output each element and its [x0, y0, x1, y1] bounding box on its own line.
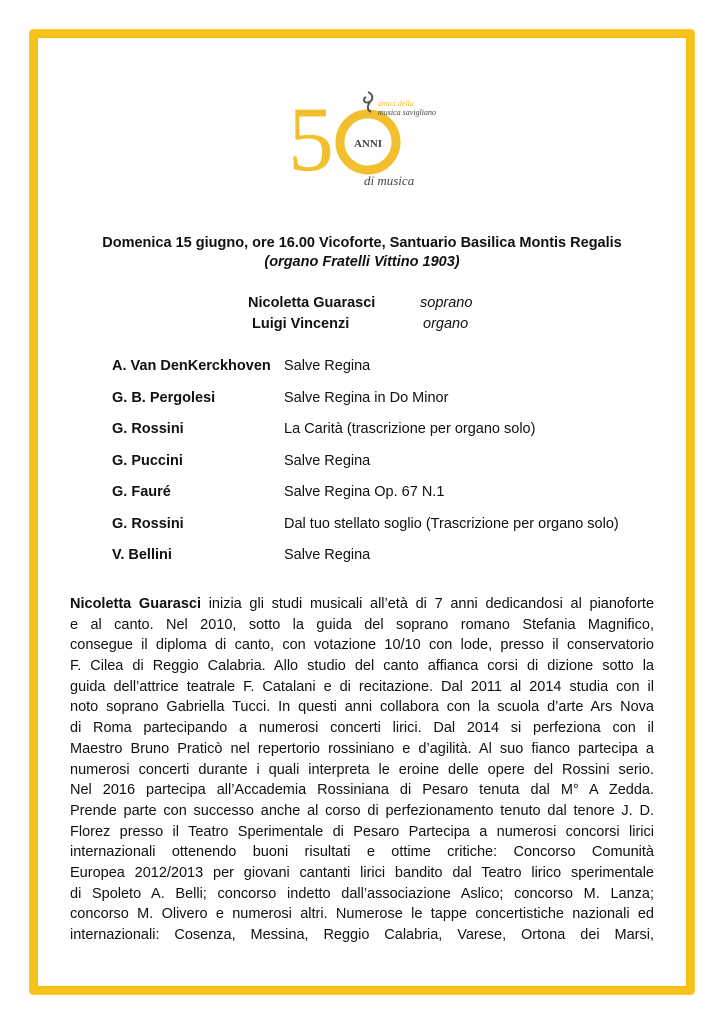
event-date-location: Domenica 15 giugno, ore 16.00 Vicoforte, Santuario Basilica Montis Regalis [102, 235, 622, 251]
performer-name: Nicoletta Guarasci [248, 295, 376, 311]
bio-line: Europea 2012/2013 per giovani cantanti lirici bandito dal Teatro lirico sperimentale [70, 864, 654, 881]
performer-role: soprano [420, 295, 473, 311]
composer: V. Bellini [112, 547, 172, 563]
composer: G. Puccini [112, 452, 183, 469]
piece-title: Salve Regina in Do Minor [284, 389, 449, 406]
bio-line: F. Cilea di Reggio Calabria. Allo studio del canto affianca corsi di dizione sotto la [70, 658, 654, 675]
clef-icon [364, 92, 372, 112]
anniversary-logo [288, 86, 438, 192]
bio-line: consegue il diploma di canto, con votazione 10/10 con lode, presso il conservatorio [70, 637, 654, 654]
program-item [112, 419, 672, 451]
bio-line: di Roma partecipando a numerosi concerti lirici. Dal 2014 si perfeziona con il [70, 720, 654, 737]
piece-title: Salve Regina [284, 452, 371, 469]
logo-anni: ANNI [353, 138, 383, 150]
program-item [112, 388, 672, 420]
bio-line: internazionali: Cosenza, Messina, Reggio Calabria, Varese, Ortona dei Marsi, [70, 927, 654, 943]
bio-line: noto soprano Gabriella Tucci. In questi anni collabora con la scuola d’arte Ars Nova [70, 699, 654, 716]
performer-role: organo [423, 316, 469, 332]
program-list [112, 356, 672, 577]
logo-org-line1: amici della [378, 99, 414, 108]
piece-title: Salve Regina Op. 67 N.1 [284, 484, 445, 500]
composer: G. Fauré [112, 484, 171, 500]
bio-line: e al canto. Nel 2010, sotto la guida del soprano romano Stefania Magnifico, [70, 616, 654, 633]
biography [70, 594, 654, 946]
bio-line: concorso M. Olivero e numerosi altri. Numerose le tappe concertistiche nazionali ed [70, 906, 654, 923]
composer: G. Rossini [112, 421, 184, 437]
program-item [112, 482, 672, 514]
piece-title: Dal tuo stellato soglio (Trascrizione per organo solo) [284, 515, 619, 532]
logo-tagline: di musica [364, 173, 415, 188]
composer: A. Van DenKerckhoven [112, 358, 271, 374]
composer: G. Rossini [112, 515, 184, 532]
bio-line: di Spoleto A. Belli; concorso indetto dall’associazione Aslico; concorso M. Lanza; [70, 885, 654, 902]
performer-name: Luigi Vincenzi [252, 316, 350, 332]
program-item [112, 451, 672, 483]
bio-line: Prende parte con successo anche al corso di perfezionamento tenuto dal tenore J. D. [70, 802, 654, 819]
composer: G. B. Pergolesi [112, 389, 216, 406]
piece-title: Salve Regina [284, 358, 371, 374]
bio-line: internazionali ottenendo buoni risultati e ottime critiche: Concorso Comunità [70, 844, 654, 861]
piece-title: Salve Regina [284, 547, 371, 563]
logo-org-line2: musica savigliano [378, 108, 436, 117]
bio-name: Nicoletta Guarasci [70, 596, 201, 612]
piece-title: La Carità (trascrizione per organo solo) [284, 421, 536, 437]
bio-line: Nicoletta Guarasci inizia gli studi musicali all’età di 7 anni dedicandosi al pianoforte [70, 596, 655, 612]
program-item [112, 545, 672, 577]
bio-line: numerosi concerti durante i quali interpreta le eroine delle opere del Rossini serio. [70, 761, 654, 778]
bio-line: Maestro Bruno Praticò nel repertorio rossiniano e d’agilità. Al suo fianco partecipa a [70, 740, 654, 757]
logo-number: 5 [288, 88, 334, 190]
bio-line: Florez presso il Teatro Sperimentale di Pesaro Partecipa a numerosi concorsi lirici [70, 823, 654, 840]
program-item [112, 356, 672, 388]
program-item [112, 514, 672, 546]
bio-line: Nel 2016 partecipa all’Accademia Rossiniana di Pesaro tenuta dal M° A Zedda. [70, 782, 654, 799]
event-organ: (organo Fratelli Vittino 1903) [264, 254, 460, 270]
bio-line: guida dell’attrice teatrale F. Catalani e di recitazione. Dal 2011 al 2014 studia con il [70, 678, 654, 695]
